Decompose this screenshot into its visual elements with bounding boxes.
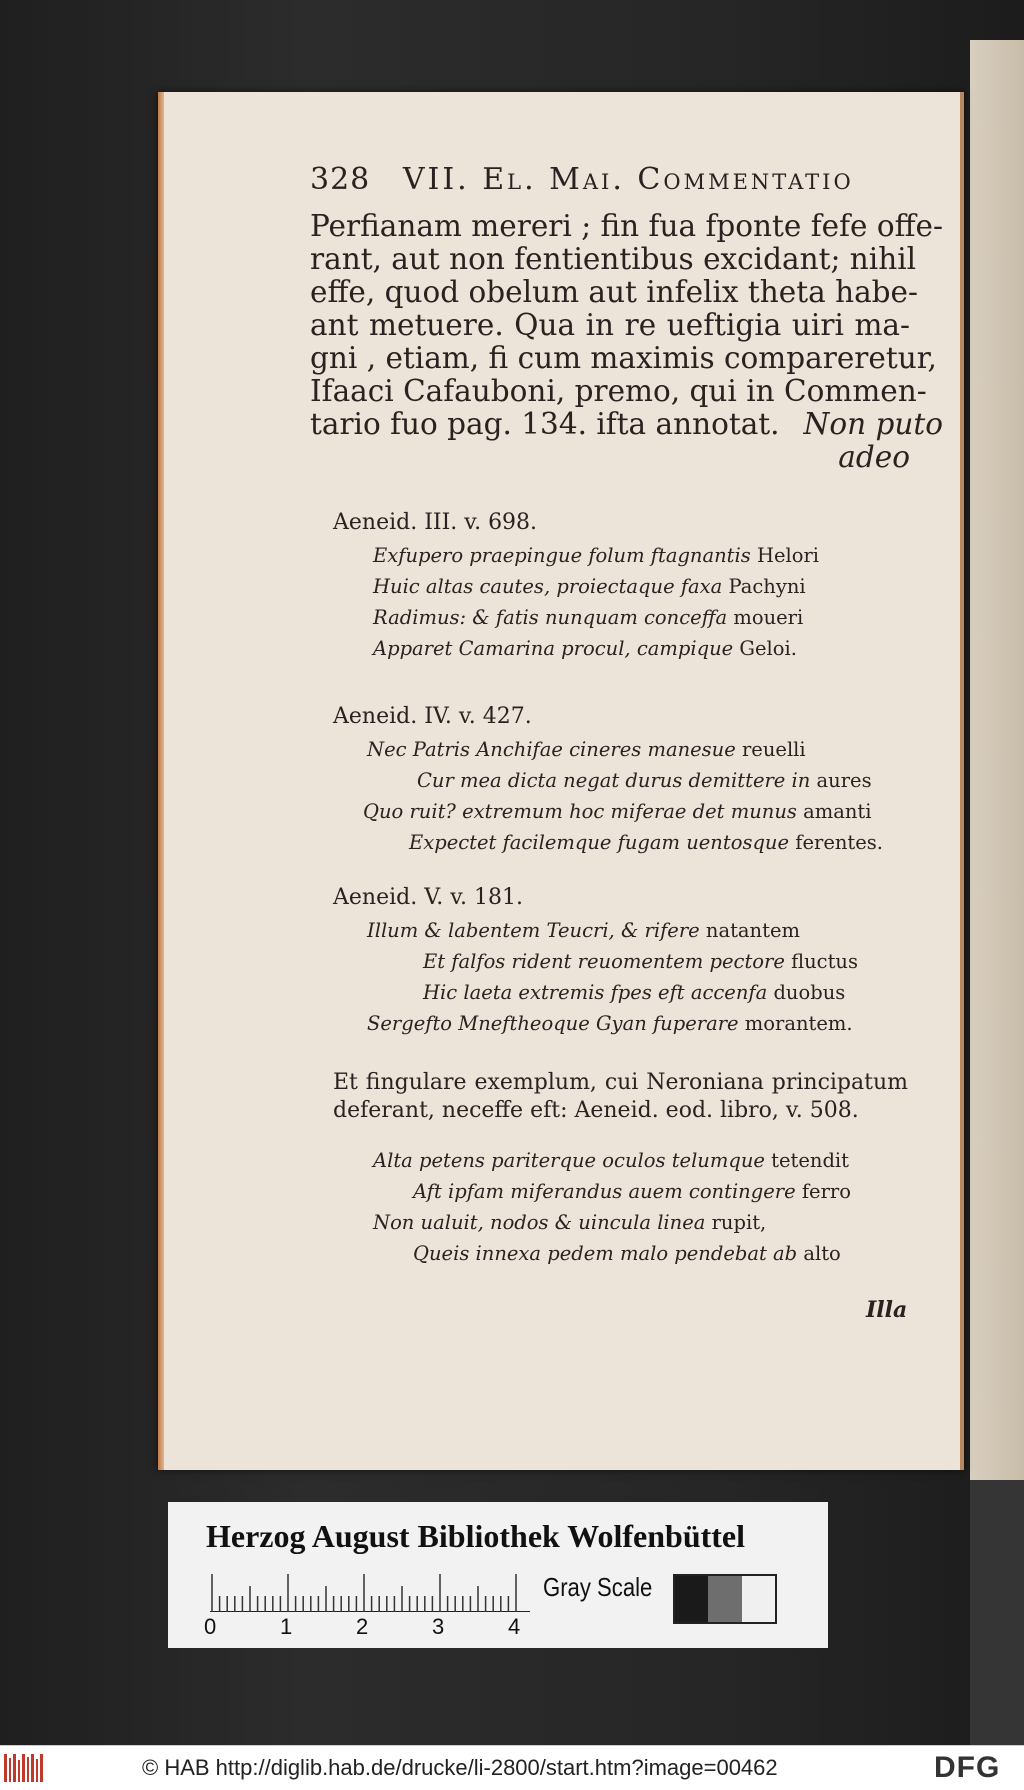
verse-line [333,800,933,831]
verse-italic: Cur mea dicta negat durus demittere in [417,769,811,792]
verse-word: ferro [801,1180,851,1203]
verse-italic: Expectet facilemque fugam uentosque [409,831,790,854]
ruler-ticks [210,1572,530,1612]
verse-line [333,1180,933,1211]
color-calibration-card [168,1502,828,1648]
running-header [310,162,870,202]
prose-line: effe, quod obelum aut infelix theta habe- [310,275,918,309]
verse-italic: Apparet Camarina procul, campique [373,637,734,660]
prose-line: Perfianam mereri ; fin fua fponte fefe offe- [310,209,943,243]
ruler-number: 0 [204,1614,217,1639]
verse-heading: Aeneid. III. v. 698. [333,510,538,535]
library-name: Herzog August Bibliothek Wolfenbüttel [206,1518,746,1554]
source-credit[interactable]: © HAB http://diglib.hab.de/drucke/li-2800/start.htm?image=00462 [142,1755,778,1780]
scale-ruler [210,1572,530,1612]
prose-line [310,407,943,441]
prose-paragraph [310,209,943,474]
ruler-numbers [204,1614,534,1640]
adjacent-page-edge [970,40,1024,1480]
verse-line [333,950,933,981]
verse-italic: Nec Patris Anchifae cineres manesue [367,738,736,761]
gray-patch-dark [675,1576,708,1622]
ruler-number: 3 [432,1614,445,1639]
verse-word: fluctus [791,950,858,973]
adjacent-page-shadow [970,1480,1024,1745]
prose-line: rant, aut non fentientibus excidant; nihil [310,242,917,276]
verse-italic: Exfupero praepingue folum ftagnantis [373,544,751,567]
page-number: 328 [310,162,371,197]
verse-line [333,637,933,668]
verse-line [333,831,933,862]
prose-line: gni , etiam, fi cum maximis compareretur, [310,341,937,375]
paragraph-line: Et fingulare exemplum, cui Neroniana principatum [333,1070,908,1095]
verse-heading: Aeneid. IV. v. 427. [333,704,532,729]
verse-line [333,544,933,575]
verse-word: Geloi. [739,637,797,660]
verse-word: morantem. [744,1012,853,1035]
gray-patch-mid [708,1576,741,1622]
verse-italic: Radimus: & fatis nunquam conceffa [373,606,728,629]
verse-italic: Huic altas cautes, proiectaque faxa [373,575,723,598]
verse-word: moueri [733,606,804,629]
verse-section [333,1149,933,1273]
verse-section [333,885,933,1043]
verse-italic: Aft ipfam miferandus auem contingere [413,1180,796,1203]
verse-word: natantem [705,919,800,942]
verse-italic: Sergefto Mneftheoque Gyan fuperare [367,1012,739,1035]
verse-word: aures [816,769,872,792]
verse-italic: Illum & labentem Teucri, & rifere [367,919,700,942]
running-title: VII. El. Mai. Commentatio [402,162,854,197]
verse-word: ferentes. [795,831,883,854]
barcode-icon [4,1754,46,1782]
prose-line-text: tario fuo pag. 134. ifta annotat. [310,407,780,441]
gray-scale-label: Gray Scale [543,1572,653,1602]
verse-line [333,919,933,950]
catchword: adeo [838,440,910,474]
verse-line [333,981,933,1012]
prose-italic-end: Non puto [803,407,943,441]
verse-line [333,1211,933,1242]
verse-line [333,1242,933,1273]
verse-line [333,575,933,606]
verse-line [333,1012,933,1043]
verse-line [333,769,933,800]
verse-word: Pachyni [728,575,806,598]
verse-heading: Aeneid. V. v. 181. [333,885,524,910]
viewer-status-bar [0,1745,1024,1790]
ruler-number: 1 [280,1614,293,1639]
verse-italic: Hic laeta extremis fpes eft accenfa [423,981,768,1004]
prose-line: Ifaaci Cafauboni, premo, qui in Commen- [310,374,927,408]
catchword: Illa [866,1297,908,1323]
closing-paragraph [333,1069,908,1125]
dfg-logo: DFG [934,1751,1001,1784]
verse-italic: Alta petens pariterque oculos telumque [373,1149,765,1172]
verse-line [333,606,933,637]
verse-italic: Queis innexa pedem malo pendebat ab [413,1242,798,1265]
ruler-number: 2 [356,1614,369,1639]
verse-word: Helori [756,544,820,567]
book-page [158,92,964,1470]
verse-italic: Et falfos rident reuomentem pectore [423,950,785,973]
verse-word: alto [803,1242,841,1265]
verse-word: rupit, [711,1211,767,1234]
prose-line: ant metuere. Qua in re ueftigia uiri ma- [310,308,910,342]
ruler-number: 4 [508,1614,521,1639]
verse-line [333,1149,933,1180]
verse-section [333,704,933,862]
verse-word: tetendit [771,1149,850,1172]
verse-line [333,738,933,769]
verse-italic: Non ualuit, nodos & uincula linea [373,1211,706,1234]
verse-word: amanti [803,800,872,823]
paragraph-line: deferant, neceffe eft: Aeneid. eod. libro, v. 508. [333,1098,859,1123]
verse-section [333,510,933,668]
gray-scale-swatch [673,1574,777,1624]
gray-patch-light [742,1576,775,1622]
verse-word: duobus [773,981,846,1004]
verse-word: reuelli [741,738,806,761]
verse-italic: Quo ruit? extremum hoc miferae det munus [363,800,797,823]
